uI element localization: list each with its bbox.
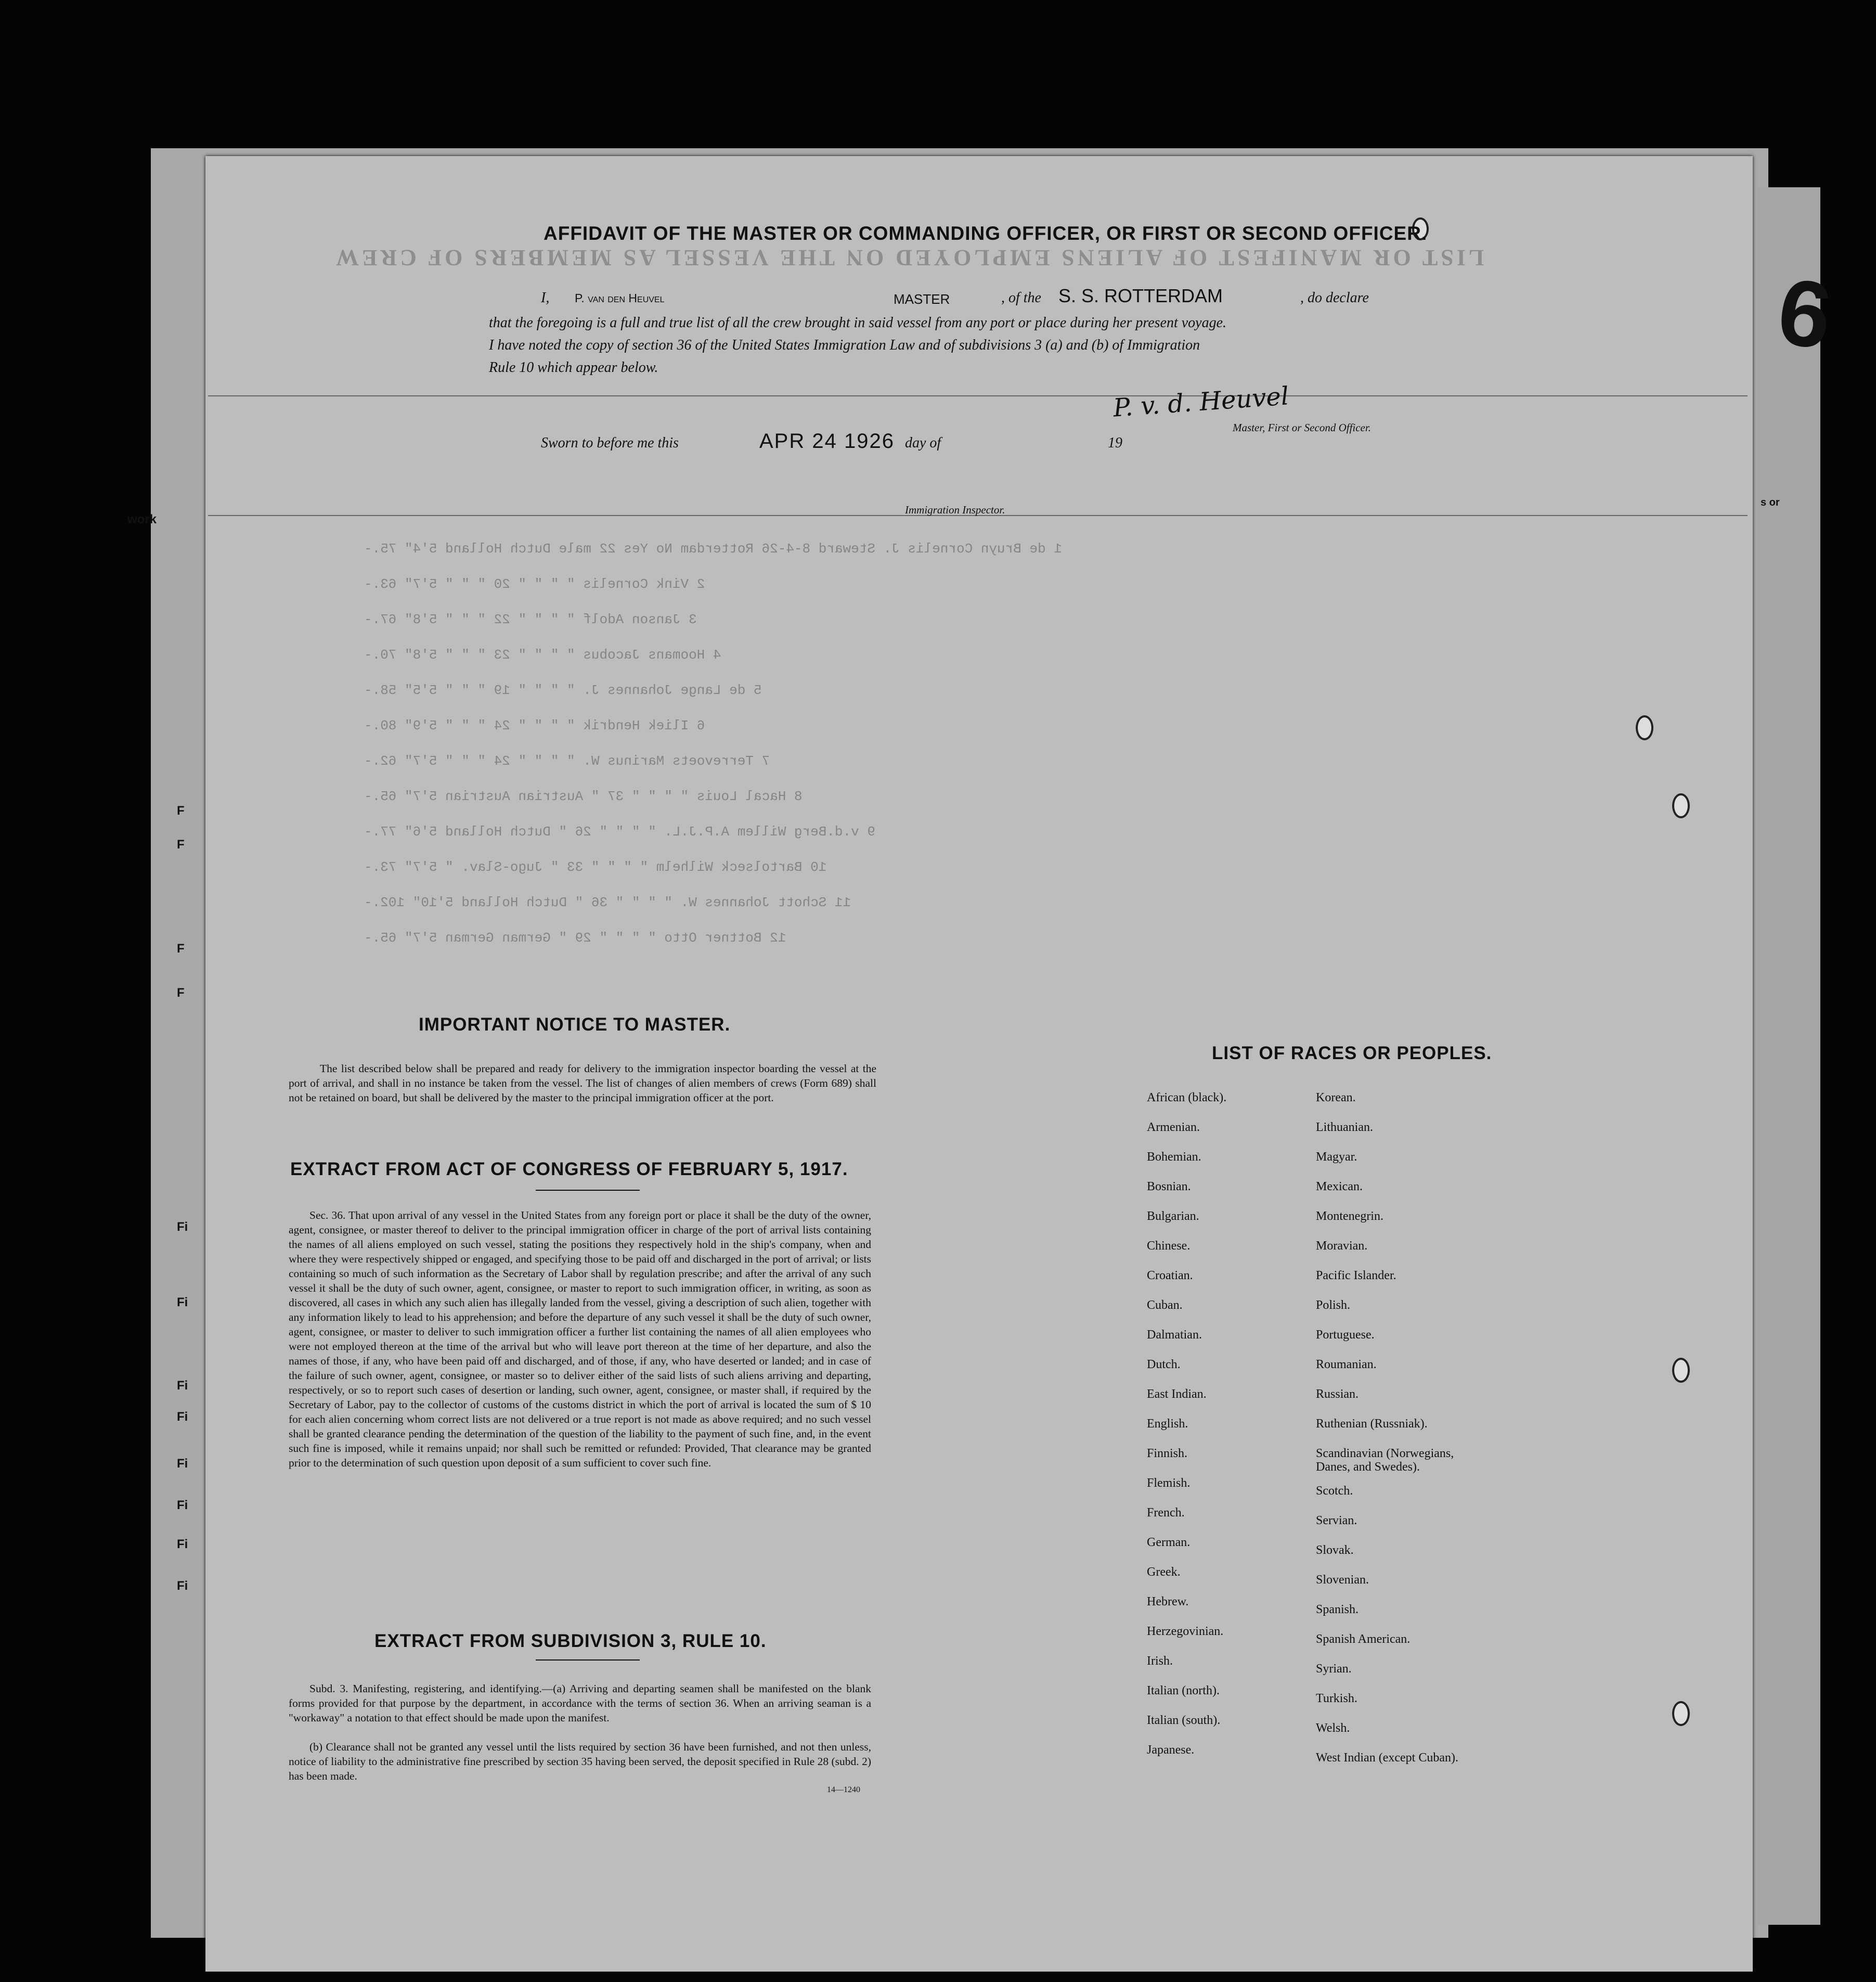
margin-mark: Fi xyxy=(177,1410,188,1424)
punch-hole xyxy=(1672,793,1690,818)
race-item: German. xyxy=(1147,1536,1191,1549)
race-item: Ruthenian (Russniak). xyxy=(1316,1417,1428,1431)
margin-mark: Fi xyxy=(177,1220,188,1234)
inspector-caption: Immigration Inspector. xyxy=(905,504,1005,516)
race-item: Italian (south). xyxy=(1147,1714,1221,1727)
race-item: Spanish. xyxy=(1316,1603,1359,1616)
right-margin-note: s or xyxy=(1761,497,1780,508)
year-prefix: 19 xyxy=(1108,435,1122,451)
bleed-row: 4 Hoomans Jacobus " " " " 23 " " " 5'8" 70.- xyxy=(364,647,721,663)
affidavit-line-3: I have noted the copy of section 36 of the United States Immigration Law and of subdivisions 3 (a) and (b) of Immigration xyxy=(489,337,1200,353)
race-item: Bohemian. xyxy=(1147,1150,1201,1164)
bleed-row: 10 Bartolseck Wilhelm " " " " 33 " Jugo-Slav. " 5'7" 73.- xyxy=(364,859,827,875)
race-item: Polish. xyxy=(1316,1298,1351,1312)
race-item: Portuguese. xyxy=(1316,1328,1375,1342)
race-item: Irish. xyxy=(1147,1654,1173,1668)
race-item: Dalmatian. xyxy=(1147,1328,1202,1342)
race-item: West Indian (except Cuban). xyxy=(1316,1751,1458,1765)
bleed-row: 5 de Lange Johannes J. " " " " 19 " " " 5'5" 58.- xyxy=(364,683,762,698)
punch-hole xyxy=(1672,1358,1690,1383)
bleed-row: 3 Janson Adolf " " " " 22 " " " 5'8" 67.- xyxy=(364,612,697,627)
race-item: African (black). xyxy=(1147,1091,1227,1104)
race-item: Scotch. xyxy=(1316,1484,1353,1498)
margin-mark: F xyxy=(177,942,185,956)
extract-rule-text-b: (b) Clearance shall not be granted any vessel until the lists required by section 36 have been furnished, and not then unless, notice of liability to the administrative fine prescribed by section 35 having been served, the deposit specified in Rule 28 (subd. 2) has been made. xyxy=(289,1741,871,1782)
extract-act-text: Sec. 36. That upon arrival of any vessel in the United States from any foreign port or place it shall be the duty of the owner, agent, consignee, or master thereof to deliver to the principal immigration officer in charge of the port of arrival lists containing the names of all aliens employed on such vessel, stating the positions they respectively hold in the ship's company, when and where they were respectively shipped or engaged, and specifying those to be paid off and discharged in the port of arrival; or lists containing so much of such information as the Secretary of Labor shall by regulation prescribe; and after the arrival of any such vessel it shall be the duty of such owner, agent, consignee, or master to report to such immigration officer, in writing, as soon as discovered, all cases in which any such alien has illegally landed from the vessel, giving a description of such alien, together with any information likely to lead to his apprehension; and before the departure of any such vessel it shall be the duty of such owner, agent, consignee, or master to deliver to such immigration officer a further list containing the names of all alien employees who were not employed thereon at the time of the arrival but who will leave port thereon at the time of her departure, and also the names of those, if any, who have been paid off and discharged, and of those, if any, who have deserted or landed; and in case of the failure of such owner, agent, consignee, or master so to deliver either of the said lists of such aliens arriving and departing, respectively, or so to report such cases of desertion or landing, such owner, agent, consignee, or master shall, if required by the Secretary of Labor, pay to the collector of customs of the customs district in which the port of arrival is located the sum of $ 10 for each alien concerning whom correct lists are not delivered or a true report is not made as above required; and no such vessel shall be granted clearance pending the determination of the question of the liability to the payment of such fine, and, in the event such fine is imposed, while it remains unpaid; nor shall such be remitted or refunded: Provided, That clearance may be granted prior to the determination of such question upon deposit of a sum sufficient to cover such fine. xyxy=(289,1209,871,1469)
bleed-through-title: LIST OR MANIFEST OF ALIENS EMPLOYED ON THE VESSEL AS MEMBERS OF CREW xyxy=(333,245,1484,271)
race-item: Flemish. xyxy=(1147,1476,1191,1490)
rank: MASTER xyxy=(894,291,950,307)
divider xyxy=(536,1659,640,1661)
race-item: Greek. xyxy=(1147,1565,1181,1579)
day-of: day of xyxy=(905,435,941,451)
of-the: , of the xyxy=(1001,290,1041,306)
race-item: Cuban. xyxy=(1147,1298,1183,1312)
margin-mark: Fi xyxy=(177,1537,188,1551)
race-item: Spanish American. xyxy=(1316,1632,1411,1646)
race-item: Mexican. xyxy=(1316,1180,1363,1193)
master-name: P. van den Heuvel xyxy=(575,291,665,305)
race-item: East Indian. xyxy=(1147,1387,1207,1401)
vessel-name: S. S. ROTTERDAM xyxy=(1058,285,1223,306)
punch-hole xyxy=(1636,715,1653,740)
margin-mark: Fi xyxy=(177,1579,188,1593)
affidavit-line-4: Rule 10 which appear below. xyxy=(489,359,658,376)
race-item: Japanese. xyxy=(1147,1743,1195,1757)
race-item: Finnish. xyxy=(1147,1447,1188,1460)
bleed-row: 7 Terrevoets Marinus W. " " " " 24 " " " 5'7" 62.- xyxy=(364,753,770,769)
margin-mark: Fi xyxy=(177,1295,188,1309)
extract-rule-text-a: Subd. 3. Manifesting, registering, and identifying.—(a) Arriving and departing seamen shall be manifested on the blank forms provided for that purpose by the department, in accordance with the terms of section 36. When an arriving seaman is a "workaway" a notation to that effect should be made upon the manifest. xyxy=(289,1682,871,1724)
handwritten-folio-number: 6 xyxy=(1771,259,1838,369)
bleed-row: 8 Hacal Louis " " " " 37 " Austrian Austrian 5'7" 65.- xyxy=(364,789,803,804)
affidavit-title: AFFIDAVIT OF THE MASTER OR COMMANDING OFFICER, OR FIRST OR SECOND OFFICER. xyxy=(544,223,1428,244)
race-item: Roumanian. xyxy=(1316,1358,1377,1371)
bleed-row: 11 Schott Johannes W. " " " " 36 " Dutch Holland 5'10" 102.- xyxy=(364,895,851,910)
do-declare: , do declare xyxy=(1300,290,1369,306)
race-item: Bosnian. xyxy=(1147,1180,1191,1193)
race-item: Montenegrin. xyxy=(1316,1209,1383,1223)
race-item: Lithuanian. xyxy=(1316,1121,1373,1134)
margin-mark: Fi xyxy=(177,1379,188,1393)
affidavit-line-2: that the foregoing is a full and true list of all the crew brought in said vessel from any port or place during her present voyage. xyxy=(489,315,1227,331)
race-item: Herzegovinian. xyxy=(1147,1625,1224,1638)
race-item: French. xyxy=(1147,1506,1185,1520)
race-item: Servian. xyxy=(1316,1514,1357,1527)
sworn-date-stamp: APR 24 1926 xyxy=(759,430,895,453)
race-item: Bulgarian. xyxy=(1147,1209,1199,1223)
race-item: Chinese. xyxy=(1147,1239,1191,1253)
race-item: English. xyxy=(1147,1417,1188,1431)
race-item: Slovenian. xyxy=(1316,1573,1369,1587)
extract-rule-title: EXTRACT FROM SUBDIVISION 3, RULE 10. xyxy=(374,1631,767,1651)
race-item: Croatian. xyxy=(1147,1269,1193,1282)
margin-mark: F xyxy=(177,986,185,1000)
notice-text: The list described below shall be prepared and ready for delivery to the immigration inspector boarding the vessel at the port of arrival, and shall in no instance be taken from the vessel. The list of changes of alien members of crews (Form 689) shall not be retained on board, but shall be delivered by the master to the principal immigration officer at the port. xyxy=(289,1062,876,1104)
margin-mark: work xyxy=(127,512,157,526)
races-title: LIST OF RACES OR PEOPLES. xyxy=(1212,1043,1492,1063)
extract-act-title: EXTRACT FROM ACT OF CONGRESS OF FEBRUARY 5, 1917. xyxy=(290,1159,848,1179)
punch-hole xyxy=(1672,1701,1690,1726)
bleed-row: 6 Iliek Hendrik " " " " 24 " " " 5'9" 80.- xyxy=(364,718,705,733)
bleed-row: 12 Bottner Otto " " " " 29 " German German 5'7" 65.- xyxy=(364,930,786,946)
margin-mark: F xyxy=(177,804,185,818)
bleed-row: 2 Vink Cornelis " " " " 20 " " " 5'7" 63.- xyxy=(364,576,705,592)
margin-mark: Fi xyxy=(177,1457,188,1471)
race-item: Scandinavian (Norwegians, Danes, and Swedes). xyxy=(1316,1447,1454,1474)
bleed-row: 9 v.d.Berg Willem A.P.J.L. " " " " 26 " Dutch Holland 5'6" 77.- xyxy=(364,824,875,840)
form-number: 14—1240 xyxy=(827,1785,860,1794)
ruled-line xyxy=(208,395,1748,396)
notice-title: IMPORTANT NOTICE TO MASTER. xyxy=(419,1014,731,1035)
race-item: Magyar. xyxy=(1316,1150,1357,1164)
affidavit-i: I, xyxy=(541,290,550,306)
race-item: Slovak. xyxy=(1316,1543,1354,1557)
signer-caption: Master, First or Second Officer. xyxy=(1233,421,1371,434)
race-item: Turkish. xyxy=(1316,1692,1357,1705)
race-item: Hebrew. xyxy=(1147,1595,1189,1608)
divider xyxy=(536,1190,640,1191)
margin-mark: F xyxy=(177,838,185,852)
race-item: Welsh. xyxy=(1316,1721,1350,1735)
race-item: Armenian. xyxy=(1147,1121,1200,1134)
race-item: Moravian. xyxy=(1316,1239,1368,1253)
master-signature: P. v. d. Heuvel xyxy=(1112,381,1290,423)
race-item: Russian. xyxy=(1316,1387,1359,1401)
race-item: Italian (north). xyxy=(1147,1684,1220,1697)
sworn-label: Sworn to before me this xyxy=(541,435,679,451)
back-sheet-right xyxy=(1758,187,1820,1925)
race-item: Korean. xyxy=(1316,1091,1356,1104)
margin-mark: Fi xyxy=(177,1498,188,1512)
race-item: Syrian. xyxy=(1316,1662,1352,1676)
race-item: Pacific Islander. xyxy=(1316,1269,1396,1282)
race-item: Dutch. xyxy=(1147,1358,1181,1371)
bleed-row: 1 de Bruyn Cornelis J. Steward 8-4-26 Rotterdam No Yes 22 male Dutch Holland 5'4" 75.- xyxy=(364,541,1062,557)
